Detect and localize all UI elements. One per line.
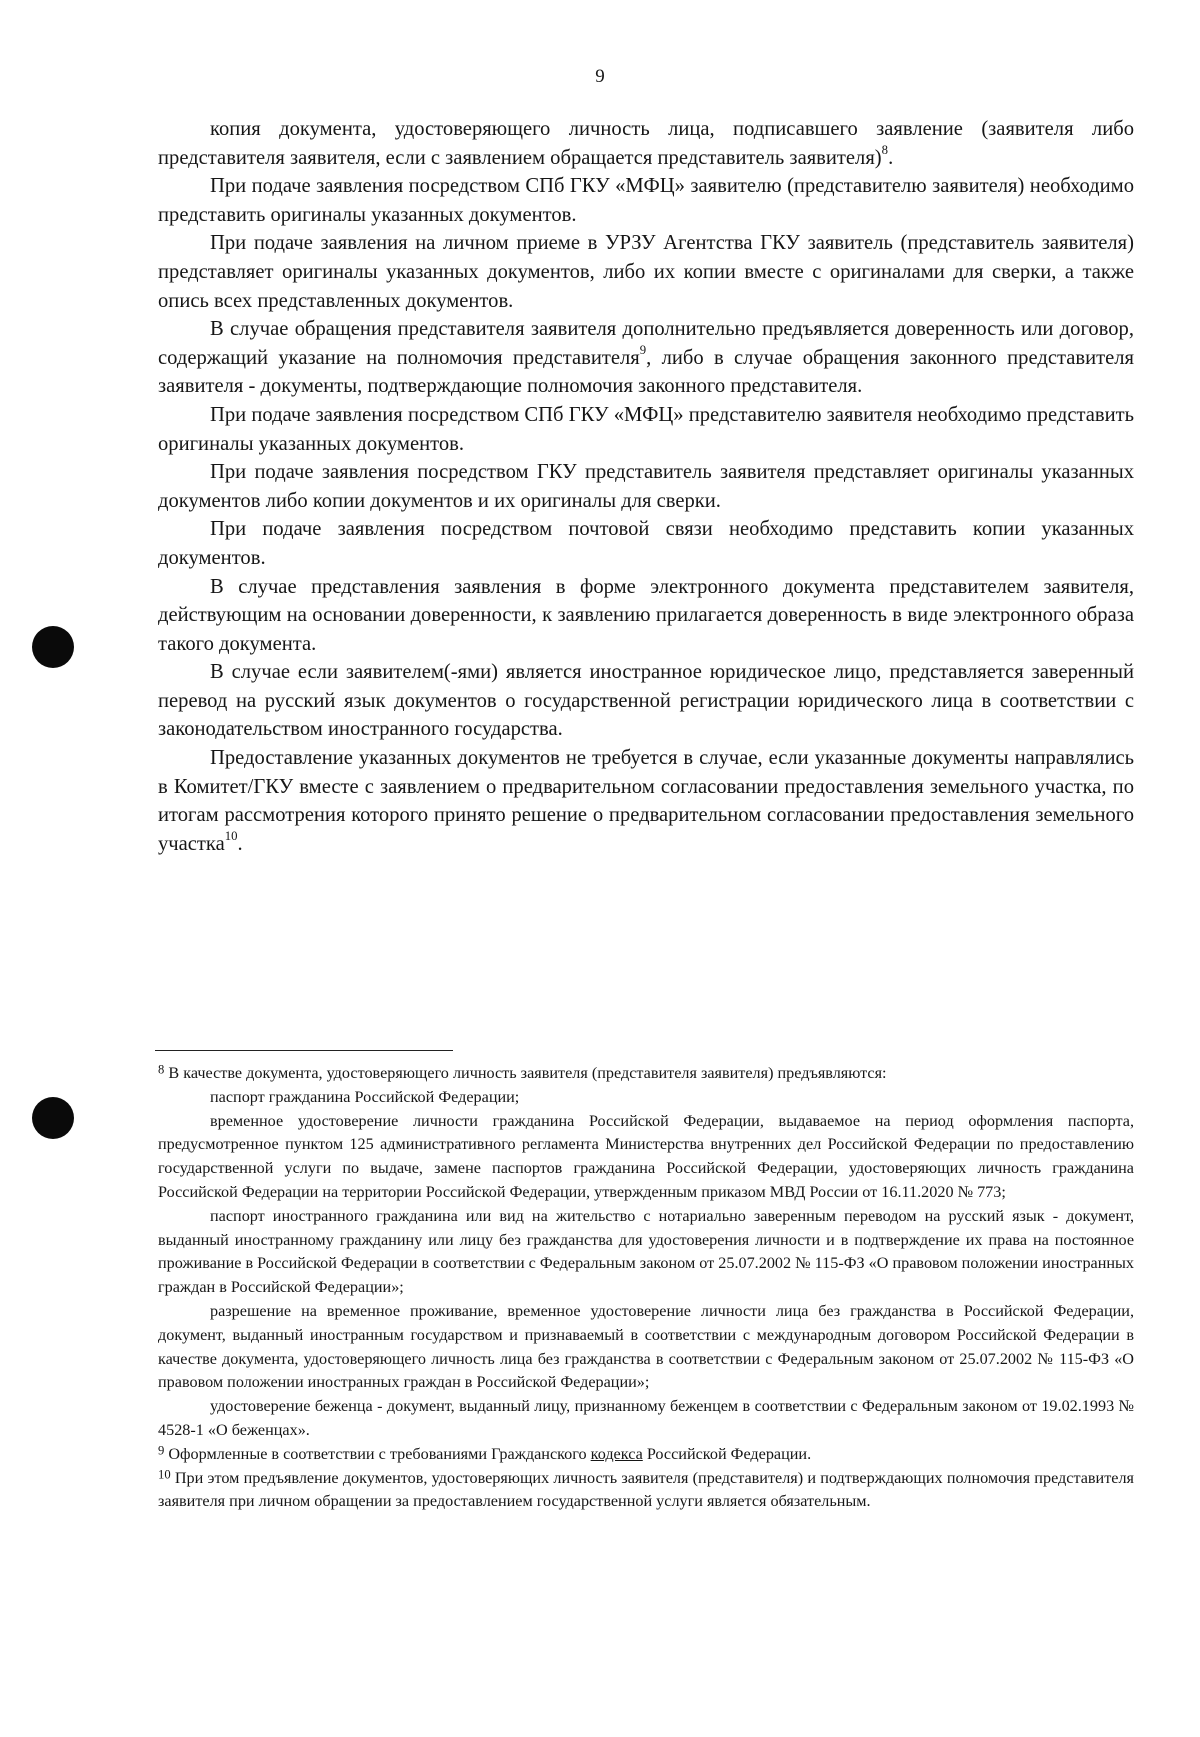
punch-hole-icon [32,1097,74,1139]
footnote-item: удостоверение беженца - документ, выданный лицу, признанному беженцем в соответствии с Федеральным законом от 19.02.1993 № 4528-1 «О беженцах». [158,1397,1134,1439]
footnote-item: паспорт иностранного гражданина или вид на жительство с нотариально заверенным переводом на русский язык - документ, выданный иностранному гражданину или лицу без гражданства для удостоверения личности и в подтверждение их права на постоянное проживание в Российской Федерации в соответствии с Федеральным законом от 25.07.2002 № 115-ФЗ «О правовом положении иностранных граждан в Российской Федерации»; [158,1206,1135,1297]
footnote-item: разрешение на временное проживание, временное удостоверение личности лица без гражданства в Российской Федерации, документ, выданный иностранным государством и признаваемый в соответствии с международным договором Российской Федерации в качестве документа, удостоверяющего личность лица без гражданства в соответствии с Федеральным законом от 25.07.2002 № 115-ФЗ «О правовом положении иностранных граждан в Российской Федерации»; [158,1301,1134,1392]
footnote-10: $^{10}$ При этом предъявление документов, удостоверяющих личность заявителя (представителя) и подтверждающих полномочия представителя заявителя при личном обращении за предоставлением государственной услуги является обязательным. [158,1467,1134,1511]
paragraph: При подаче заявления посредством СПб ГКУ «МФЦ» заявителю (представителю заявителя) необходимо представить оригиналы указанных документов. [158,175,1134,226]
punch-hole-icon [32,626,74,668]
underlined-word: кодекса [590,1444,643,1463]
paragraph: копия документа, удостоверяющего личность лица, подписавшего заявление (заявителя либо представителя заявителя, если с заявлением обращается представитель заявителя)$^8$. [158,118,1134,169]
paragraph: При подаче заявления посредством ГКУ представитель заявителя представляет оригиналы указанных документов либо копии документов и их оригиналы для сверки. [158,461,1134,512]
footnote-ref: 9 [639,342,647,357]
footnote-separator [155,1050,453,1051]
paragraph: В случае представления заявления в форме электронного документа представителем заявителя, действующим на основании доверенности, к заявлению прилагается доверенность в виде электронного образа такого документа. [158,575,1134,655]
paragraph: В случае обращения представителя заявителя дополнительно предъявляется доверенность или договор, содержащий указание на полномочия представителя$^9$, либо в случае обращения законного представителя заявителя - документы, подтверждающие полномочия законного представителя. [158,318,1134,398]
footnote-9: $^9$ Оформленные в соответствии с требованиями Гражданского кодекса Российской Федерации. [158,1443,812,1463]
footnotes [158,1062,1134,1514]
footnote-mark: 9 [158,1443,165,1458]
footnote-item: паспорт гражданина Российской Федерации; [210,1087,520,1106]
footnote-mark: 10 [158,1467,171,1482]
footnote-mark: 8 [158,1062,165,1077]
main-text [158,115,1134,858]
paragraph: В случае если заявителем(-ями) является иностранное юридическое лицо, представляется заверенный перевод на русский язык документов о государственной регистрации юридического лица в соответствии с законодательством иностранного государства. [158,661,1134,741]
paragraph: При подаче заявления посредством почтовой связи необходимо представить копии указанных документов. [158,518,1134,569]
footnote-ref: 10 [224,829,238,844]
footnote-item: временное удостоверение личности гражданина Российской Федерации, выдаваемое на период оформления паспорта, предусмотренное пунктом 125 административного регламента Министерства внутренних дел Российской Федерации по предоставлению государственной услуги по выдаче, замене паспортов гражданина Российской Федерации, удостоверяющих личность гражданина Российской Федерации на территории Российской Федерации, утвержденным приказом МВД России от 16.11.2020 № 773; [158,1111,1134,1201]
paragraph: При подаче заявления посредством СПб ГКУ «МФЦ» представителю заявителя необходимо представить оригиналы указанных документов. [158,403,1134,455]
paragraph: Предоставление указанных документов не требуется в случае, если указанные документы направлялись в Комитет/ГКУ вместе с заявлением о предварительном согласовании предоставления земельного участка, по итогам рассмотрения которого принято решение о предварительном согласовании предоставления земельного участка$^{10}$. [158,747,1134,855]
page-number: 9 [595,66,605,87]
footnote-ref: 8 [881,142,889,157]
footnote-8: $^8$ В качестве документа, удостоверяющего личность заявителя (представителя заявителя) предъявляются: [158,1062,887,1082]
paragraph: При подаче заявления на личном приеме в УРЗУ Агентства ГКУ заявитель (представитель заявителя) представляет оригиналы указанных документов, либо их копии вместе с оригиналами для сверки, а также опись всех представленных документов. [158,232,1134,312]
